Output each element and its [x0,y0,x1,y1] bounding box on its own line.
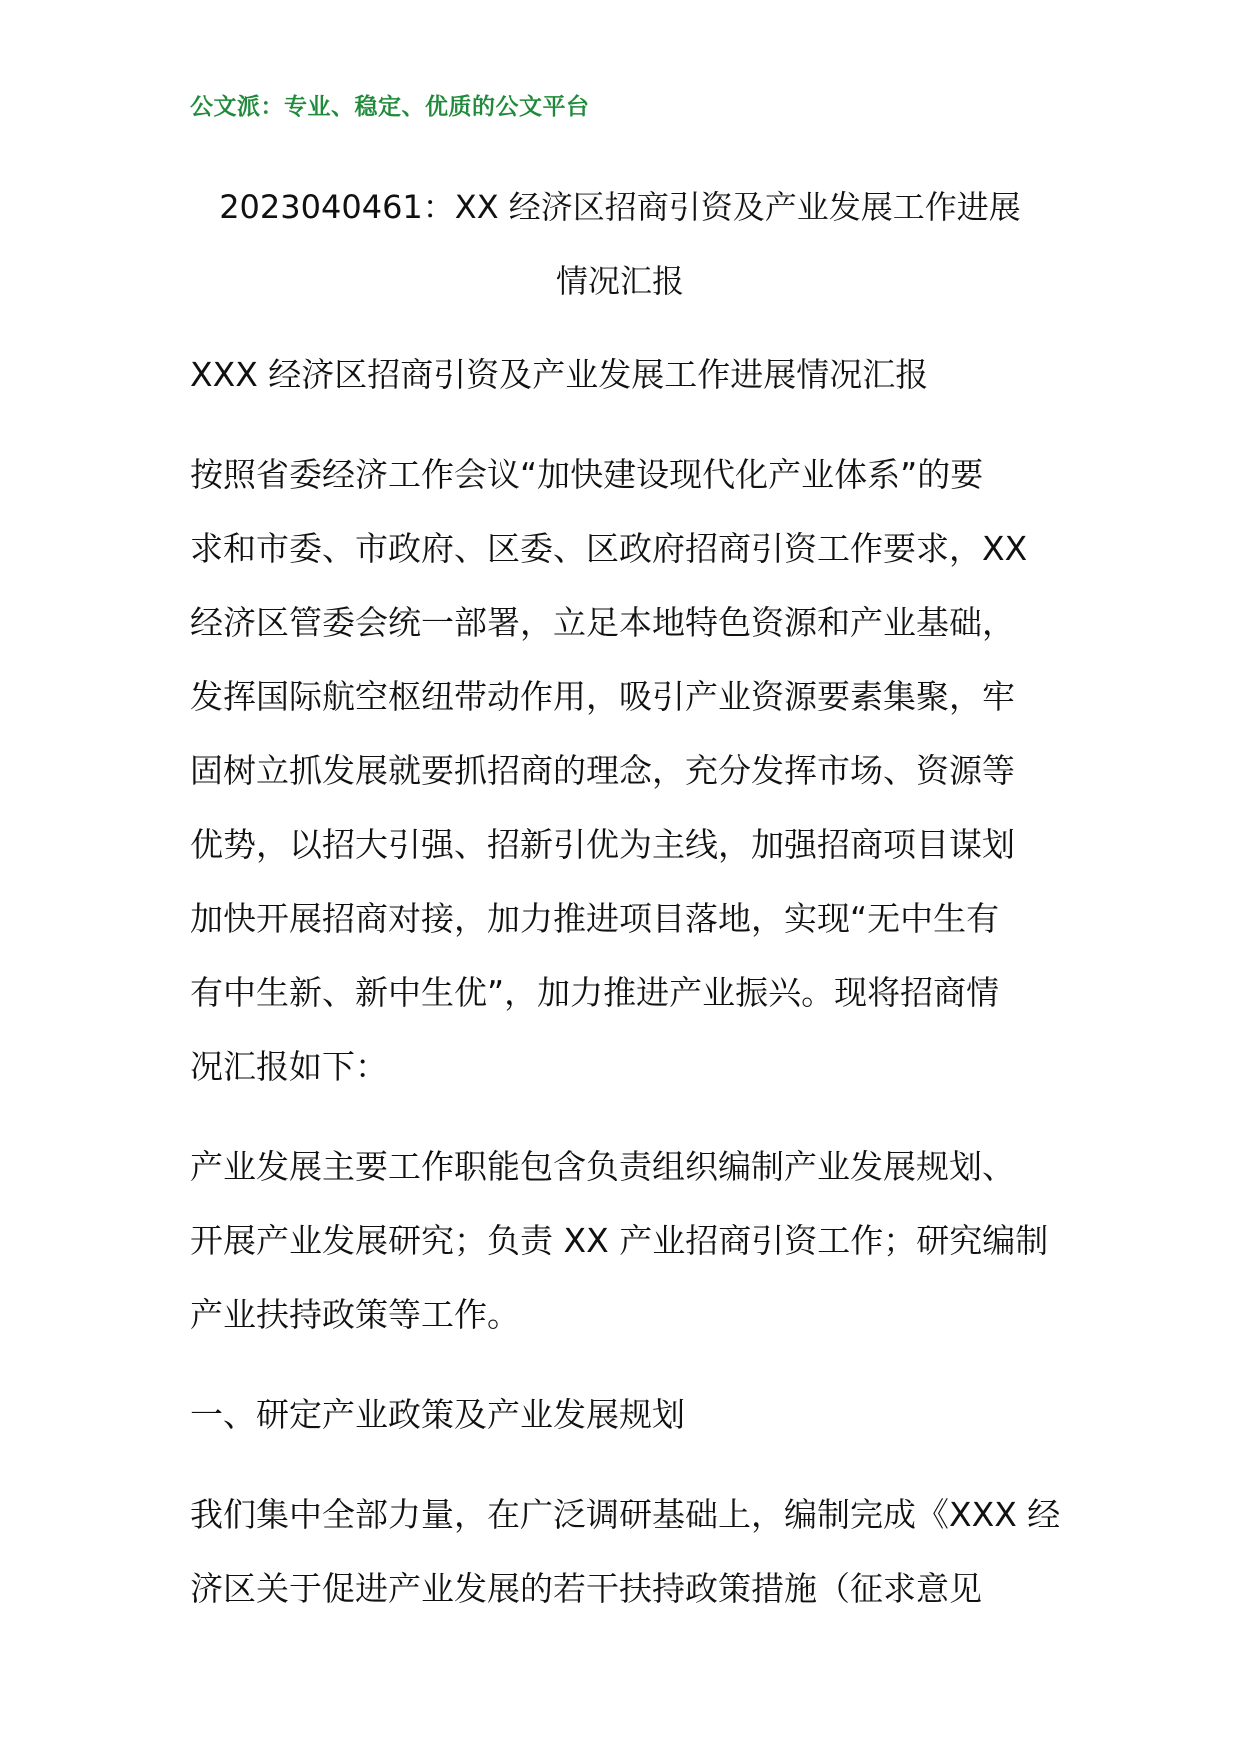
paragraph-line: 经济区管委会统一部署，立足本地特色资源和产业基础， [190,603,1015,642]
header-tagline: 公文派：专业、稳定、优质的公文平台 [190,94,590,120]
paragraph-line: 产业发展主要工作职能包含负责组织编制产业发展规划、 [190,1147,1015,1186]
paragraph-line: 固树立抓发展就要抓招商的理念，充分发挥市场、资源等 [190,751,1015,790]
document-title [190,170,1050,318]
title-line-2: 情况汇报 [555,262,684,300]
paragraph-line: 发挥国际航空枢纽带动作用，吸引产业资源要素集聚，牢 [190,677,1015,716]
paragraph-1 [190,438,1060,1104]
section-heading-1: 一、研定产业政策及产业发展规划 [190,1395,685,1434]
paragraph-spacer [190,1452,1060,1478]
paragraph-line: 加快开展招商对接，加力推进项目落地，实现“无中生有 [190,899,1000,938]
paragraph-line: 产业扶持政策等工作。 [190,1295,520,1334]
paragraph-line: 优势，以招大引强、招新引优为主线，加强招商项目谋划 [190,825,1015,864]
paragraph-3 [190,1478,1060,1626]
paragraph-2 [190,1130,1060,1352]
paragraph-line: 我们集中全部力量，在广泛调研基础上，编制完成《XXX 经 [190,1495,1061,1534]
paragraph-line: 按照省委经济工作会议“加快建设现代化产业体系”的要 [190,455,984,494]
document-body [190,338,1060,1626]
paragraph-spacer [190,412,1060,438]
paragraph-spacer [190,1352,1060,1378]
title-line-1: 2023040461：XX 经济区招商引资及产业发展工作进展 [219,188,1021,226]
body-subtitle: XXX 经济区招商引资及产业发展工作进展情况汇报 [190,355,929,394]
paragraph-spacer [190,1104,1060,1130]
paragraph-line: 济区关于促进产业发展的若干扶持政策措施（征求意见 [190,1569,982,1608]
paragraph-line: 求和市委、市政府、区委、区政府招商引资工作要求，XX [190,529,1028,568]
paragraph-line: 开展产业发展研究；负责 XX 产业招商引资工作；研究编制 [190,1221,1049,1260]
paragraph-line: 况汇报如下： [190,1047,388,1086]
paragraph-line: 有中生新、新中生优”，加力推进产业振兴。现将招商情 [190,973,1000,1012]
